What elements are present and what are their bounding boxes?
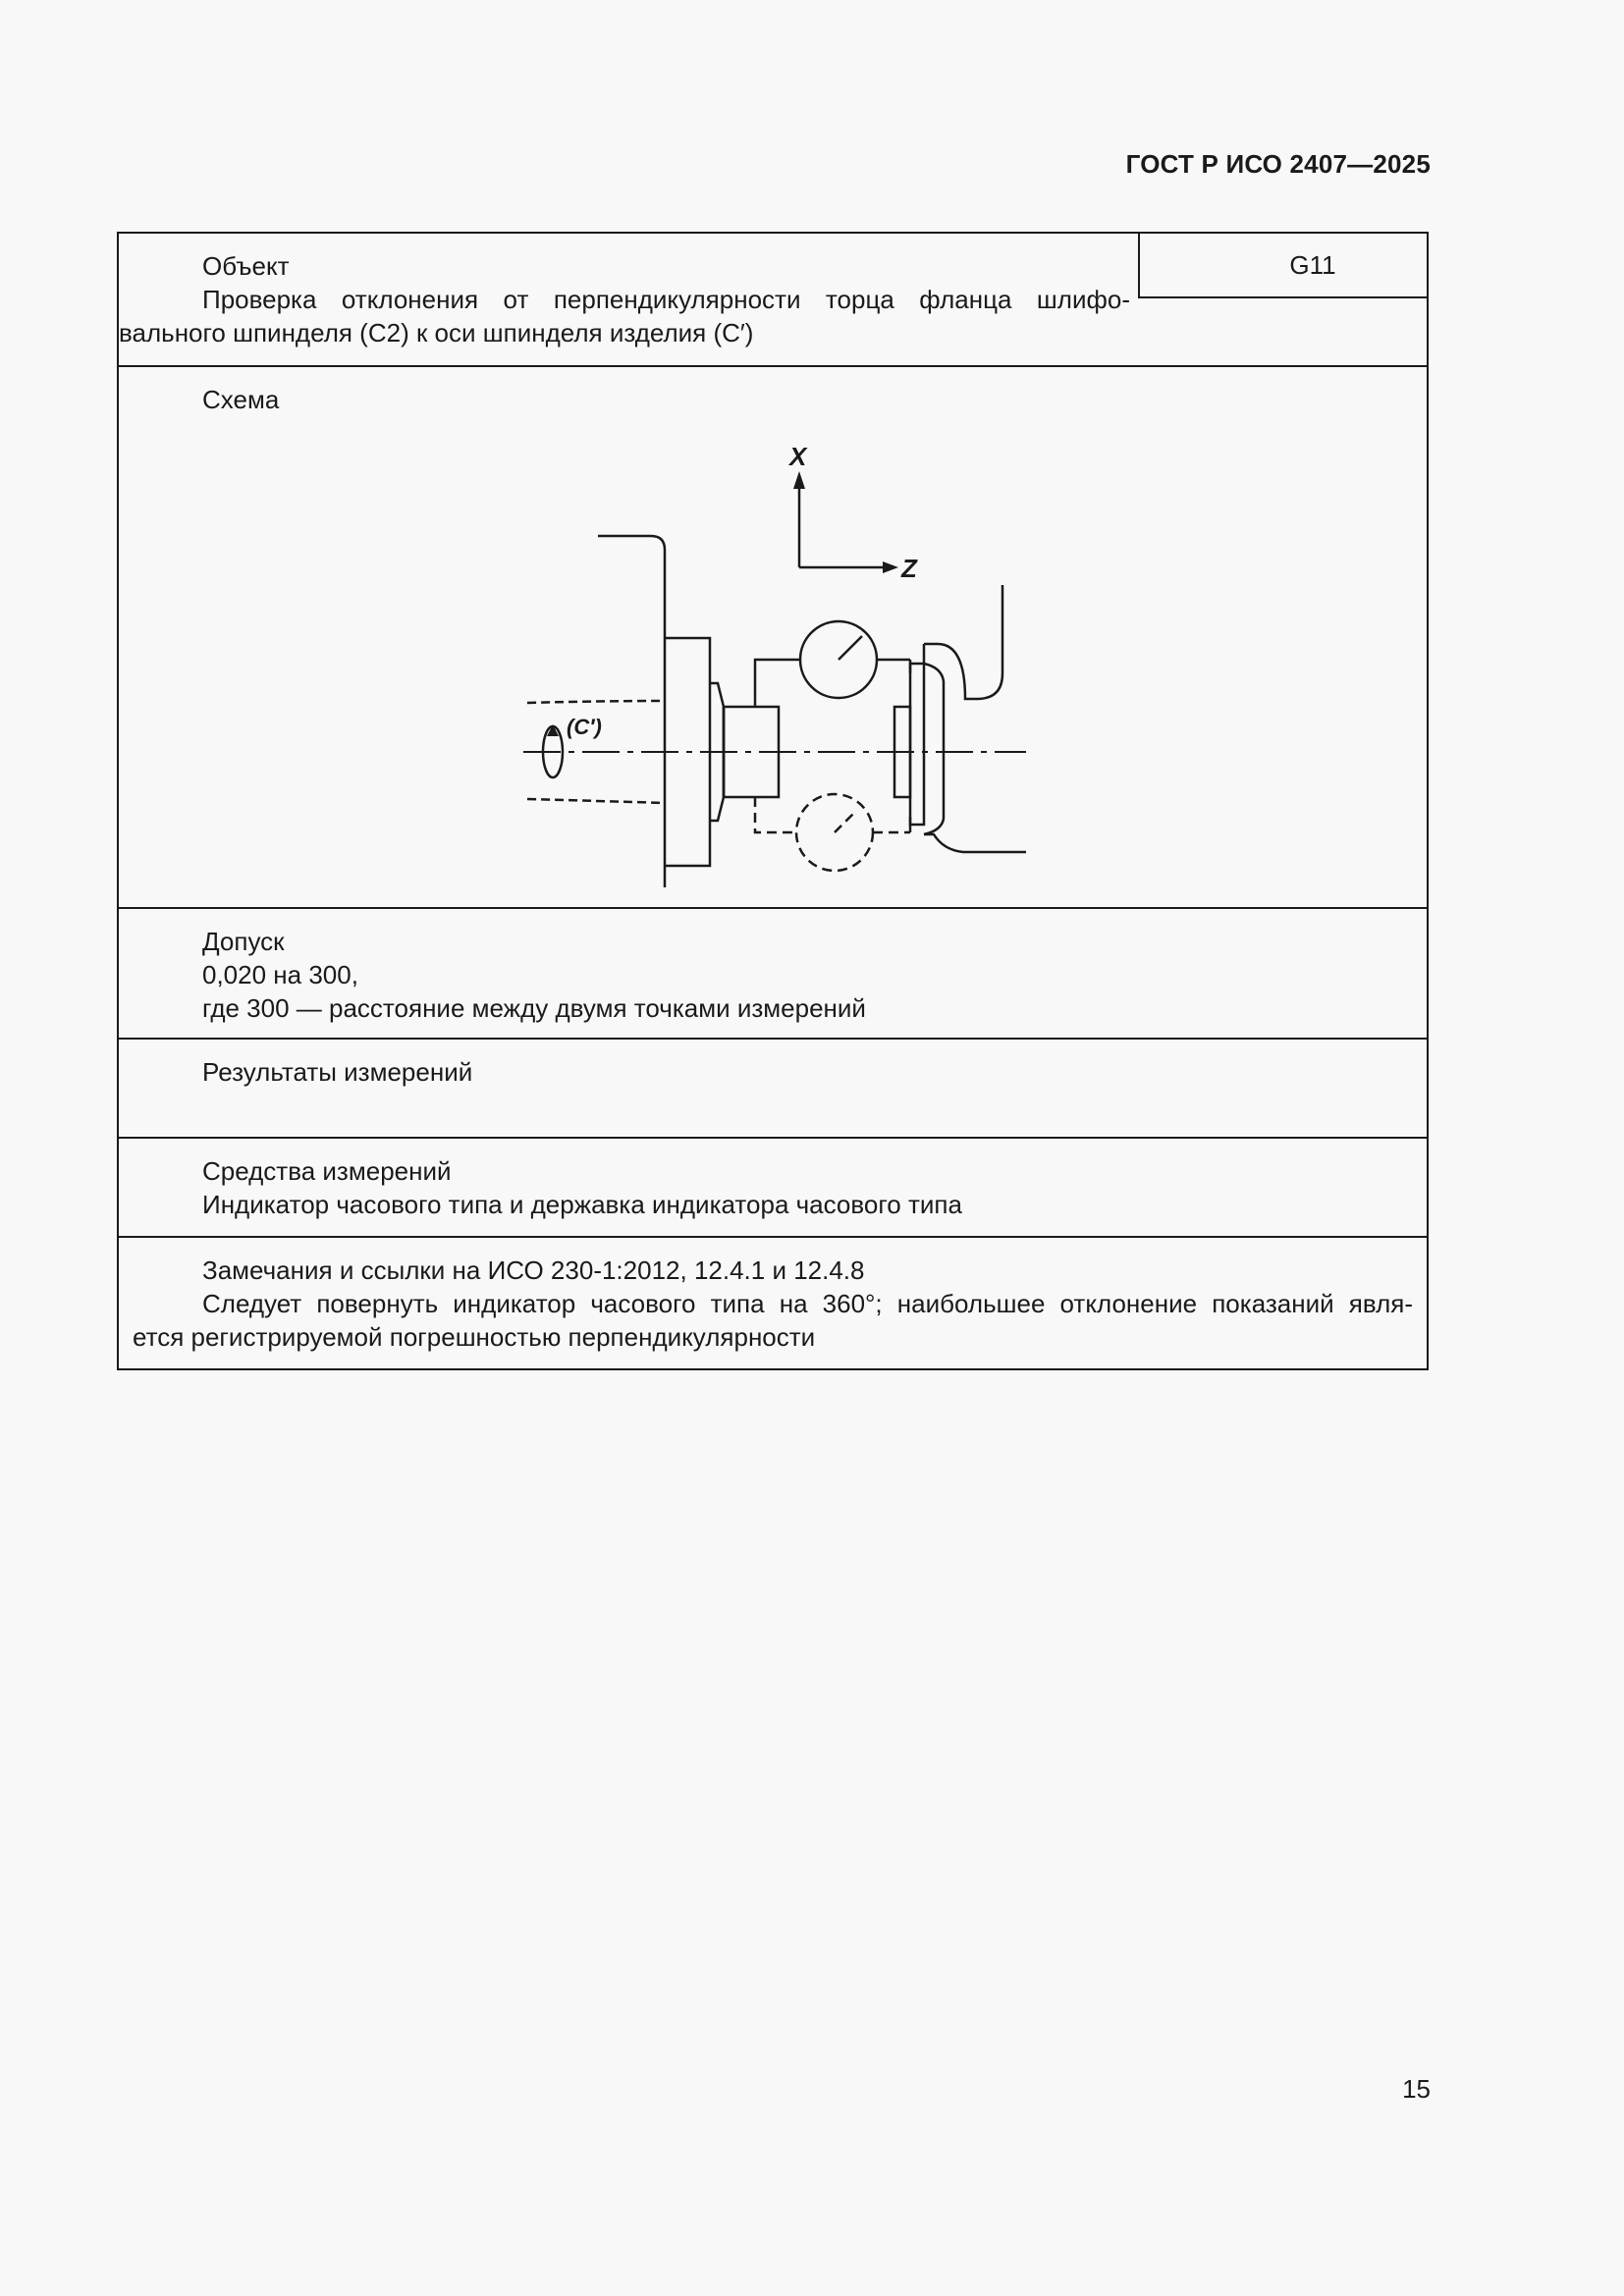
left-headstock-outline xyxy=(598,536,665,887)
results-section xyxy=(119,1038,1427,1137)
measuring-tools-section xyxy=(119,1137,1427,1236)
notes-line-1: Следует повернуть индикатор часового типа на 360°; наибольшее отклонение показаний явля- xyxy=(202,1289,1413,1318)
upper-indicator-arm xyxy=(755,660,800,707)
notes-label: Замечания и ссылки на ИСО 230-1:2012, 12.4.1 и 12.4.8 xyxy=(202,1255,865,1285)
lower-indicator-arm xyxy=(755,797,796,832)
scheme-label: Схема xyxy=(202,385,280,414)
document-code-header: ГОСТ Р ИСО 2407—2025 xyxy=(1125,149,1431,179)
tolerance-label: Допуск xyxy=(202,927,285,956)
rotation-label: (C′) xyxy=(567,715,602,739)
tolerance-value: 0,020 на 300, xyxy=(202,960,358,989)
test-code: G11 xyxy=(1289,249,1336,280)
object-description-line-1: Проверка отклонения от перпендикулярности торца фланца шлифо- xyxy=(202,285,1130,314)
results-label: Результаты измерений xyxy=(202,1057,473,1087)
tolerance-note: где 300 — расстояние между двумя точками измерений xyxy=(202,993,866,1023)
z-axis-label: Z xyxy=(901,554,917,583)
test-setup-diagram xyxy=(119,367,1427,909)
notes-section xyxy=(119,1236,1427,1368)
object-label: Объект xyxy=(202,251,290,281)
tools-value: Индикатор часового типа и державка индикатора часового типа xyxy=(202,1190,962,1219)
right-wheelhead-outline xyxy=(924,585,1002,699)
z-axis-arrowhead xyxy=(883,561,898,573)
scheme-section xyxy=(119,365,1427,907)
x-axis-label: X xyxy=(789,442,807,471)
inspection-form-table xyxy=(117,232,1429,1370)
object-section xyxy=(119,234,1427,365)
wheel-spindle-flange xyxy=(910,664,924,825)
object-text-block xyxy=(119,249,1130,349)
tolerance-section xyxy=(119,907,1427,1038)
workpiece-spindle-upper xyxy=(527,701,665,703)
x-axis-arrowhead xyxy=(793,471,805,489)
notes-line-2: ется регистрируемой погрешностью перпендикулярности xyxy=(133,1322,816,1352)
workpiece-spindle-lower xyxy=(527,799,665,803)
page-number: 15 xyxy=(1402,2074,1431,2104)
object-description-line-2: вального шпинделя (C2) к оси шпинделя изделия (C′) xyxy=(119,318,754,347)
test-code-box xyxy=(1138,234,1427,298)
tools-label: Средства измерений xyxy=(202,1156,452,1186)
